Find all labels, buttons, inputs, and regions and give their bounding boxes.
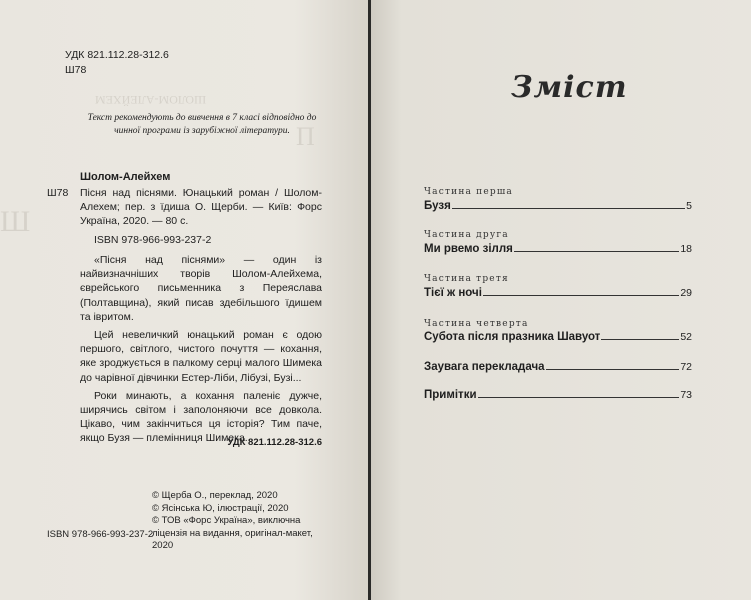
part-label-4: Частина четверта	[424, 319, 529, 329]
toc-entry-5[interactable]	[424, 361, 692, 373]
leader-line	[452, 207, 685, 209]
part-label-1: Частина перша	[424, 187, 513, 197]
catalog-code: Ш78	[47, 187, 69, 199]
toc-entry-page: 18	[680, 243, 692, 255]
left-page	[0, 0, 368, 600]
recommendation-note: Текст рекомендують до вивчення в 7 класі відповідно до чинної програми із зарубіжної літератури.	[87, 113, 317, 136]
toc-entry-page: 52	[680, 331, 692, 343]
bleed-through-text: ШОЛОМ-АЛЕЙХЕМ	[95, 93, 207, 107]
toc-entry-page: 72	[680, 361, 692, 373]
toc-entry-title: Заувага перекладача	[424, 361, 545, 373]
toc-entry-page: 5	[686, 200, 692, 212]
leader-line	[601, 338, 679, 340]
bleed-through-letter: П	[296, 122, 315, 151]
isbn-line: ISBN 978-966-993-237-2	[94, 234, 212, 246]
toc-entry-title: Тієї ж ночі	[424, 287, 482, 299]
author-name: Шолом-Алейхем	[80, 171, 171, 183]
toc-entry-title: Примітки	[424, 389, 477, 401]
leader-line	[478, 396, 680, 398]
leader-line	[546, 368, 680, 370]
toc-title: Зміст	[511, 70, 628, 105]
toc-entry-title: Бузя	[424, 200, 451, 212]
annotation-paragraph-2: Цей невеличкий юнацький роман є одою першого, світлого, чистого почуття — кохання, яке зроджується в палкому серці малого Шимека до чарівної дівчинки Естер-Ліби, Лібузі, Бузі...	[80, 329, 322, 384]
annotation	[80, 253, 322, 446]
part-label-3: Частина третя	[424, 274, 509, 284]
toc-entry-title: Субота після празника Шавуот	[424, 331, 601, 343]
part-label-2: Частина друга	[424, 230, 509, 240]
toc-entry-3[interactable]	[424, 287, 692, 299]
right-page	[371, 0, 751, 600]
toc-entry-1[interactable]	[424, 200, 692, 212]
catalog-entry: Пісня над піснями. Юнацький роман / Шолом-Алехем; пер. з їдиша О. Щерби. — Київ: Форс Україна, 2020. — 80 с.	[80, 187, 322, 227]
copyright-publisher: © ТОВ «Форс Україна», виключна ліцензія на видання, оригінал-макет, 2020	[152, 515, 313, 551]
udk-top: УДК 821.112.28-312.6	[65, 49, 169, 61]
leader-line	[483, 294, 679, 296]
toc-entry-6[interactable]	[424, 389, 692, 401]
bbk-code: Ш78	[65, 64, 87, 76]
copyright-illustrations: © Ясінська Ю, ілюстрації, 2020	[152, 502, 289, 514]
bleed-through-letter-2: Ш	[0, 205, 31, 238]
copyright-block	[152, 490, 322, 553]
leader-line	[514, 250, 679, 252]
udk-bottom: УДК 821.112.28-312.6	[227, 437, 322, 448]
copyright-translation: © Щерба О., переклад, 2020	[152, 490, 278, 501]
toc-entry-page: 73	[680, 389, 692, 401]
annotation-paragraph-1: «Пісня над піснями» — один із найвизначніших творів Шолом-Алейхема, єврейського письменника з Переяслава (Полтавщина), який писав здебільшого їдишем та івритом.	[80, 254, 322, 323]
toc-entry-4[interactable]	[424, 331, 692, 343]
annotation-paragraph-3: Роки минають, а кохання паленіє дужче, ширячись світом і заполоняючи все довкола. Цікаво, чим закінчиться ця історія? Тим паче, якщо Бузя — племінниця Шимека...	[80, 389, 322, 445]
toc-entry-title: Ми рвемо зілля	[424, 243, 513, 255]
toc-entry-page: 29	[680, 287, 692, 299]
toc-entry-2[interactable]	[424, 243, 692, 255]
isbn-bottom: ISBN 978-966-993-237-2	[47, 529, 154, 540]
